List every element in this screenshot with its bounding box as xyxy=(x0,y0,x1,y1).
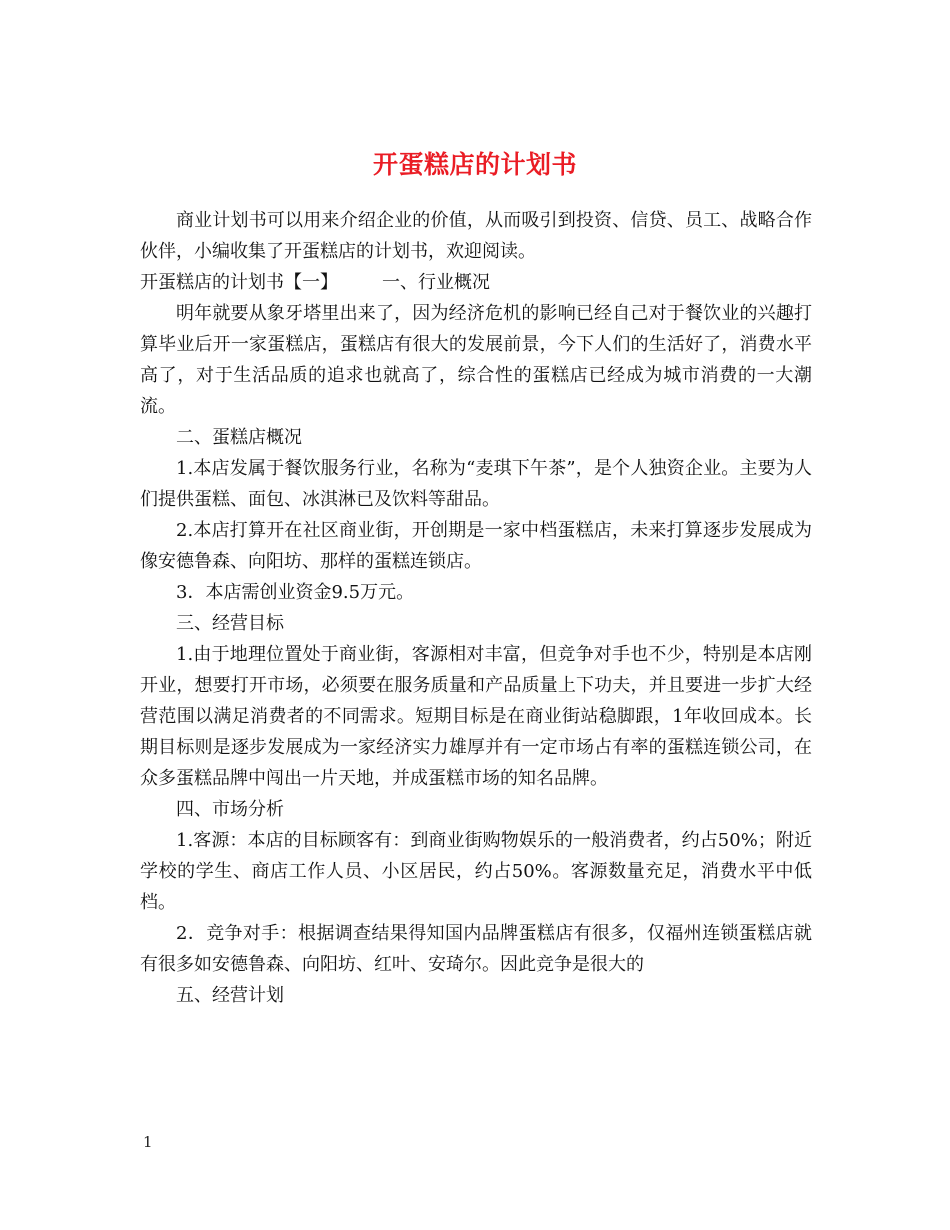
business-goals-item-1: 1.由于地理位置处于商业街，客源相对丰富，但竞争对手也不少，特别是本店刚开业，想要打开市场，必须要在服务质量和产品质量上下功夫，并且要进一步扩大经营范围以满足消费者的不同需求。短期目标是在商业街站稳脚跟，1年收回成本。长期目标则是逐步发展成为一家经济实力雄厚并有一定市场占有率的蛋糕连锁公司，在众多蛋糕品牌中闯出一片天地，并成蛋糕市场的知名品牌。 xyxy=(140,644,812,789)
business-plan-heading: 五、经营计划 xyxy=(176,985,284,1006)
section-one-line xyxy=(140,267,812,298)
market-item-2: 2．竞争对手：根据调查结果得知国内品牌蛋糕店有很多，仅福州连锁蛋糕店就有很多如安德鲁森、向阳坊、红叶、安琦尔。因此竞争是很大的 xyxy=(140,923,812,975)
document-title: 开蛋糕店的计划书 xyxy=(372,149,577,179)
intro-paragraph: 商业计划书可以用来介绍企业的价值，从而吸引到投资、信贷、员工、战略合作伙伴，小编收集了开蛋糕店的计划书，欢迎阅读。 xyxy=(140,210,812,262)
market-item-1: 1.客源：本店的目标顾客有：到商业街购物娱乐的一般消费者，约占50%；附近学校的学生、商店工作人员、小区居民，约占50%。客源数量充足，消费水平中低档。 xyxy=(140,830,812,913)
document-body xyxy=(140,205,812,1011)
page-number: 1 xyxy=(143,1133,153,1151)
business-goals-heading: 三、经营目标 xyxy=(176,613,284,634)
industry-overview-heading: 一、行业概况 xyxy=(382,272,490,293)
section-one-label: 开蛋糕店的计划书【一】 xyxy=(140,272,338,293)
market-analysis-heading: 四、市场分析 xyxy=(176,799,284,820)
shop-item-3: 3．本店需创业资金9.5万元。 xyxy=(176,582,415,603)
industry-overview-paragraph: 明年就要从象牙塔里出来了，因为经济危机的影响已经自己对于餐饮业的兴趣打算毕业后开一家蛋糕店，蛋糕店有很大的发展前景，今下人们的生活好了，消费水平高了，对于生活品质的追求也就高了，综合性的蛋糕店已经成为城市消费的一大潮流。 xyxy=(140,303,812,417)
shop-item-2: 2.本店打算开在社区商业街，开创期是一家中档蛋糕店，未来打算逐步发展成为像安德鲁森、向阳坊、那样的蛋糕连锁店。 xyxy=(140,520,812,572)
shop-overview-heading: 二、蛋糕店概况 xyxy=(176,427,302,448)
shop-item-1: 1.本店发属于餐饮服务行业，名称为“麦琪下午茶”，是个人独资企业。主要为人们提供蛋糕、面包、冰淇淋已及饮料等甜品。 xyxy=(140,458,812,510)
